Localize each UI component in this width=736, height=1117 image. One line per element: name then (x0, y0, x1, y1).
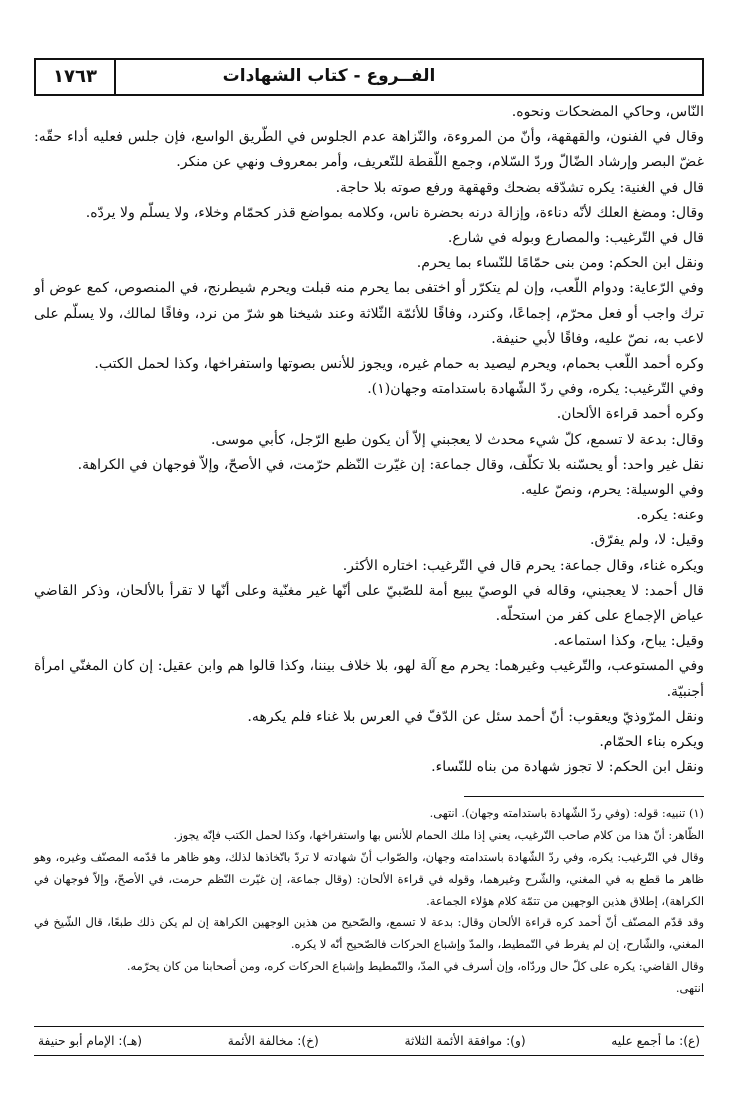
legend-item: (خ): مخالفة الأئمة (227, 1034, 319, 1048)
footnote: وقال في التّرغيب: يكره، وفي ردّ الشّهادة باستدامته وجهان، والصّواب أنّ شهادته لا تردّ باتّخاذها لذلك، وهو ظاهر ما قدّمه المصنّف وغيره، وهو ظاهر ما قطع به في المغني، والشّرح وغيرهما، وقوله في قراءة الألحان: (وقال جماعة، إن غيّرت النّظم حرمت، في الأصحّ، وإلاّ فوجهان في الكراهة)، إطلاق هذين الوجهين من تتمّة كلام هؤلاء الجماعة. (34, 850, 704, 908)
paragraph: وفي المستوعب، والتّرغيب وغيرهما: يحرم مع آلة لهو، بلا خلاف بيننا، وكذا قالوا هم وابن عقيل: إن كان المغنّي امرأة أجنبيّة. (34, 658, 704, 700)
paragraph: ويكره غناء، وقال جماعة: يحرم قال في التّرغيب: اختاره الأكثر. (342, 557, 704, 574)
footnote: وقد قدّم المصنّف أنّ أحمد كره قراءة الألحان وقال: بدعة لا تسمع، والصّحيح من هذين الوجهين الكراهة إن لم يكن ذلك طبعًا، قال الشّيخ في المغني، والشّارح، إن لم يفرط في التّمطيط، والمدّ وإشباع الحركات فالصّحيح أنّه لا يكره. (34, 915, 704, 952)
paragraph: وقال: ومضغ العلك لأنّه دناءة، وإزالة درنه بحضرة ناس، وكلامه بمواضع قذر كحمّام وخلاء، ولا يسلّم ولا يردّه. (85, 204, 704, 221)
paragraph: النّاس، وحاكي المضحكات ونحوه. (511, 104, 704, 120)
paragraph: ويكره بناء الحمّام. (599, 734, 704, 751)
header-title: الفــروع - كتاب الشهادات (222, 66, 436, 86)
paragraph: وقال: بدعة لا تسمع، كلّ شيء محدث لا يعجبني إلاّ أن يكون طبع الرّجل، كأبي موسى. (210, 431, 704, 448)
page-header (34, 58, 704, 96)
paragraph: وقال في الفنون، والقهقهة، وأنّ من المروءة، والنّزاهة عدم الجلوس في الطّريق الواسع، فإن جلس فعليه أداء حقّه: غضّ البصر وإرشاد الضّالّ وردّ السّلام، وجمع اللّقطة للتّعريف، وأمر بمعروف ونهي عن منكر. (34, 129, 705, 171)
paragraph: وعنه: يكره. (636, 507, 704, 524)
paragraph: ونقل ابن الحكم: ومن بنى حمّامًا للنّساء بما يحرم. (416, 255, 704, 272)
paragraph: قال في الغنية: يكره تشدّقه بضحك وقهقهة ورفع صوته بلا حاجة. (335, 179, 704, 196)
footnote: (١) تنبيه: قوله: (وفي ردّ الشّهادة باستدامته وجهان). انتهى. (429, 806, 704, 821)
legend-item: (و): موافقة الأئمة الثلاثة (404, 1034, 526, 1048)
paragraph: وفي الوسيلة: يحرم، ونصّ عليه. (520, 482, 704, 499)
footnotes (34, 803, 704, 999)
legend-item: (هـ): الإمام أبو حنيفة (38, 1034, 143, 1048)
paragraph: وفي التّرغيب: يكره، وفي ردّ الشّهادة باستدامته وجهان(١). (367, 381, 704, 398)
paragraph: قال أحمد: لا يعجبني، وقاله في الوصيّ يبيع أمة للصّبيّ على أنّها غير مغنّية وعلى أنّها لا تقرأ بالألحان، وذكر القاضي عياض الإجماع على كفر من استحلّه. (34, 582, 704, 625)
paragraph: وكره أحمد قراءة الألحان. (556, 406, 704, 423)
footnote-separator (464, 796, 704, 797)
paragraph: نقل غير واحد: أو يحسّنه بلا تكلّف، وقال جماعة: إن غيّرت النّظم حرّمت، في الأصحّ، وإلاّ فوجهان في الكراهة. (77, 456, 704, 473)
footnote: وقال القاضي: يكره على كلّ حال وردّاه، وإن أسرف في المدّ، والتّمطيط وإشباع الحركات كره، ومن أصحابنا من كان يحرّمه. (126, 959, 704, 974)
footnote: الظّاهر: أنّ هذا من كلام صاحب التّرغيب، يعني إذا ملك الحمام للأنس بها واستفراخها، وكذا لحمل الكتب فإنّه يجوز. (173, 828, 704, 843)
page (34, 58, 704, 1098)
abbreviation-legend (34, 1026, 704, 1056)
paragraph: وكره أحمد اللّعب بحمام، ويحرم ليصيد به حمام غيره، ويجوز للأنس بصوتها واستفراخها، وكذا لحمل الكتب. (94, 356, 704, 373)
paragraph: وقيل: لا، ولم يفرّق. (590, 532, 704, 549)
paragraph: ونقل المرّوذيّ ويعقوب: أنّ أحمد سئل عن الدّفّ في العرس بلا غناء فلم يكرهه. (247, 708, 704, 725)
legend-item: (ع): ما أجمع عليه (611, 1034, 700, 1048)
paragraph: قال في التّرغيب: والمصارع وبوله في شارع. (447, 230, 704, 247)
paragraph: وقيل: يباح، وكذا استماعه. (553, 633, 704, 650)
footnote: انتهى. (675, 980, 704, 995)
paragraph: ونقل ابن الحكم: لا تجوز شهادة من بناه للنّساء. (431, 759, 704, 776)
main-text (34, 100, 704, 780)
paragraph: وفي الرّعاية: ودوام اللّعب، وإن لم يتكرّر أو اختفى بما يحرم منه قبلت ويحرم شيطرنج، في المنصوص، كمع عوض أو ترك واجب أو فعل محرّم، إجماعًا، وكنرد، وفاقًا للأئمّة الثّلاثة وعند شيخنا هو شرّ من نرد، وفاقًا لمالك، ولا يسلّم على لاعب به، نصّ عليه، وفاقًا لأبي حنيفة. (34, 280, 704, 347)
page-number: ١٧٦٣ (53, 66, 97, 87)
